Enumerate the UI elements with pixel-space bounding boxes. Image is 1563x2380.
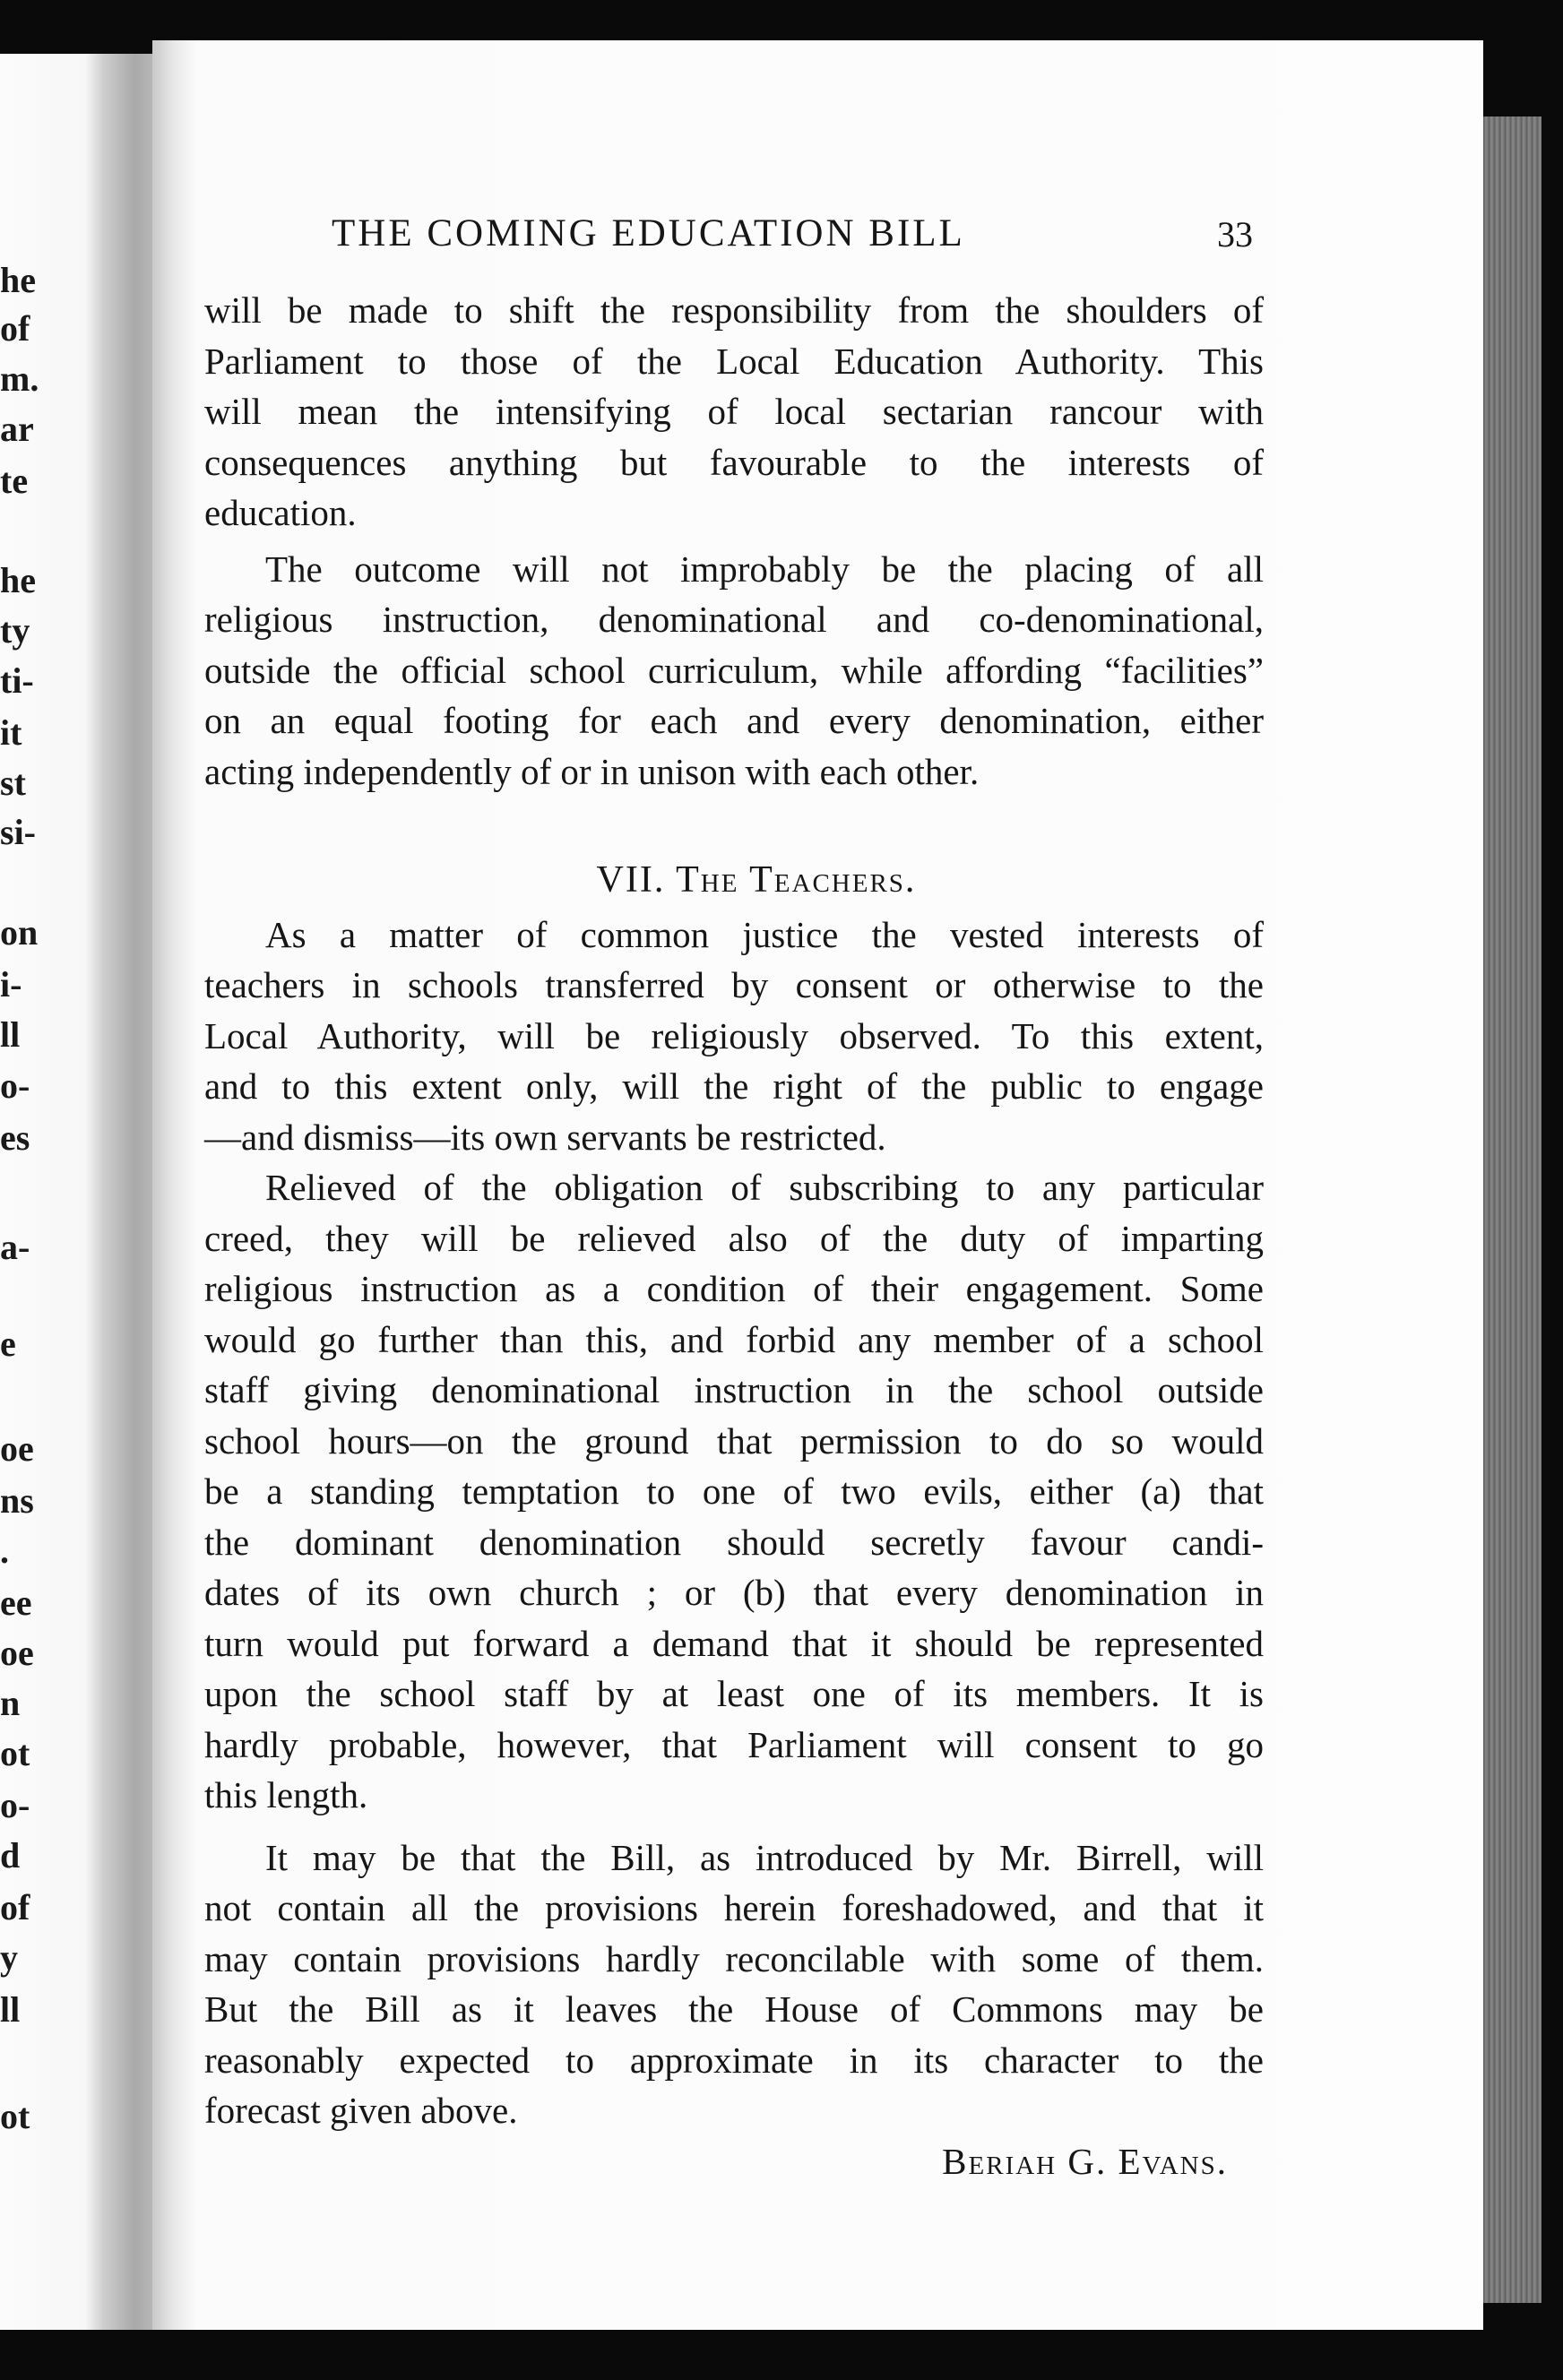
text-line: not contain all the provisions herein foreshadowed, and that it [204, 1887, 1264, 1928]
text-line: —and dismiss—its own servants be restricted. [204, 1116, 886, 1158]
text-line: education. [204, 492, 357, 533]
text-line: religious instruction, denominational and co-denominational, [204, 599, 1264, 640]
facing-page-fragment: i- [0, 964, 22, 1005]
facing-page-fragment: st [0, 763, 26, 803]
text-line: turn would put forward a demand that it should be represented [204, 1622, 1264, 1664]
page-body [204, 285, 1264, 2186]
facing-page-fragment: ty [0, 610, 30, 651]
facing-page-fragment: m. [0, 358, 39, 399]
facing-page-fragment: of [0, 308, 30, 349]
facing-page-fragment: ll [0, 1014, 21, 1055]
facing-page-fragment: d [0, 1835, 21, 1876]
paragraph [204, 285, 1264, 539]
text-line: teachers in schools transferred by consent or otherwise to the [204, 964, 1264, 1005]
text-line: the dominant denomination should secretly favour candi- [204, 1521, 1264, 1563]
text-line: acting independently of or in unison with each other. [204, 750, 980, 792]
facing-page-fragment: . [0, 1531, 9, 1571]
text-line: upon the school staff by at least one of its members. It is [204, 1673, 1264, 1714]
text-line: and to this extent only, will the right of the public to engage [204, 1065, 1264, 1107]
facing-page-fragment: on [0, 912, 39, 953]
author-signature: Beriah G. Evans. [942, 2140, 1228, 2182]
text-line: consequences anything but favourable to the interests of [204, 441, 1264, 483]
text-line: religious instruction as a condition of their engagement. Some [204, 1268, 1264, 1309]
facing-page-fragment: o- [0, 1065, 30, 1106]
text-line: As a matter of common justice the vested interests of [265, 913, 1264, 955]
facing-page-fragment: oe [0, 1633, 34, 1673]
paragraph [204, 544, 1264, 798]
text-line: The outcome will not improbably be the placing of all [265, 548, 1264, 590]
text-line: Parliament to those of the Local Education Authority. This [204, 340, 1264, 382]
page-stack-edge [1483, 116, 1541, 2303]
facing-page-fragment: ll [0, 1989, 21, 2030]
facing-page-fragment: es [0, 1117, 30, 1158]
text-line: creed, they will be relieved also of the duty of imparting [204, 1217, 1264, 1259]
section-heading: VII. The Teachers. [596, 859, 917, 901]
paragraph [204, 1832, 1264, 2136]
facing-page-fragment: of [0, 1887, 30, 1927]
text-line: staff giving denominational instruction in the school outside [204, 1369, 1264, 1410]
facing-page-fragment: he [0, 560, 36, 600]
page-number: 33 [1217, 214, 1253, 254]
text-line: will be made to shift the responsibility from the shoulders of [204, 289, 1264, 331]
facing-page-fragment: ns [0, 1480, 34, 1521]
facing-page-fragment: oe [0, 1428, 34, 1469]
text-line: may contain provisions hardly reconcilable with some of them. [204, 1937, 1264, 1979]
facing-page-fragment: si- [0, 812, 36, 852]
text-line: dates of its own church ; or (b) that every denomination in [204, 1572, 1264, 1613]
running-title: THE COMING EDUCATION BILL [332, 212, 965, 254]
facing-page-fragment: y [0, 1937, 18, 1978]
text-line: outside the official school curriculum, while affording “facilities” [204, 649, 1264, 691]
facing-page-fragment: ee [0, 1582, 32, 1623]
facing-page-fragment: te [0, 461, 29, 501]
facing-page-fragment: ti- [0, 660, 34, 701]
text-line: this length. [204, 1774, 368, 1815]
text-line: reasonably expected to approximate in its character to the [204, 2039, 1264, 2081]
text-line: will mean the intensifying of local sectarian rancour with [204, 391, 1264, 432]
text-line: Local Authority, will be religiously observed. To this extent, [204, 1014, 1264, 1056]
text-line: But the Bill as it leaves the House of Commons may be [204, 1988, 1264, 2030]
facing-page-fragment: ot [0, 1733, 30, 1773]
facing-page-fragment: o- [0, 1785, 30, 1825]
paragraph [204, 1162, 1264, 1821]
text-line: on an equal footing for each and every denomination, either [204, 700, 1264, 741]
facing-page-fragment: a- [0, 1227, 30, 1267]
facing-page-fragment: ot [0, 2096, 30, 2136]
paragraph [204, 910, 1264, 1163]
text-line: school hours—on the ground that permission to do so would [204, 1419, 1264, 1462]
facing-page-fragment: he [0, 260, 36, 300]
text-line: hardly probable, however, that Parliament will consent to go [204, 1723, 1264, 1765]
facing-page-fragment: ar [0, 409, 34, 449]
text-line: would go further than this, and forbid any member of a school [204, 1318, 1264, 1360]
text-line: Relieved of the obligation of subscribing to any particular [265, 1167, 1264, 1208]
text-line: be a standing temptation to one of two evils, either (a) that [204, 1470, 1264, 1512]
facing-page-fragment: it [0, 712, 22, 753]
text-line: forecast given above. [204, 2090, 518, 2131]
text-line: It may be that the Bill, as introduced by Mr. Birrell, will [265, 1836, 1264, 1878]
facing-page-fragment: n [0, 1683, 21, 1723]
facing-page-fragment: e [0, 1324, 16, 1364]
